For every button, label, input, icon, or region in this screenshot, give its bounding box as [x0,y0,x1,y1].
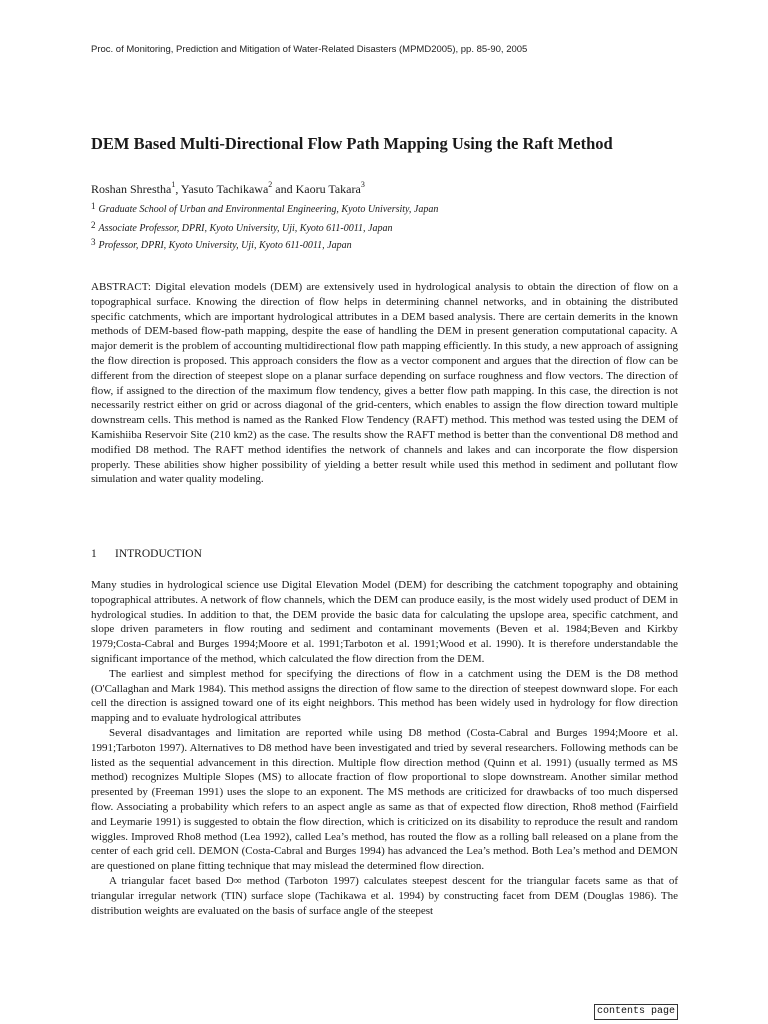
affiliation-number: 3 [91,237,96,247]
paper-title: DEM Based Multi-Directional Flow Path Mapping Using the Raft Method [91,134,613,153]
author-superscript: 1 [171,180,176,189]
author-superscript: 2 [268,180,273,189]
affiliation-text: Professor, DPRI, Kyoto University, Uji, Kyoto 611-0011, Japan [98,240,352,251]
affiliation [91,201,438,215]
author-list [91,180,365,197]
contents-page-button[interactable]: contents page [594,1004,678,1020]
author-separator: , [175,182,181,196]
affiliation-number: 1 [91,201,96,211]
section-number: 1 [91,548,97,560]
author-name: Yasuto Tachikawa [180,182,269,196]
affiliation-text: Graduate School of Urban and Environmental Engineering, Kyoto University, Japan [98,204,439,215]
affiliation [91,220,392,234]
paragraph: A triangular facet based D∞ method (Tarboton 1997) calculates steepest descent for the triangular facets same as that of triangular irregular network (TIN) surface slope (Tachikawa et al. 1994) by constructing facet from DEM (Douglas 1986). The distribution weights are evaluated on the basis of surface angle of the steepest [91,874,678,917]
introduction-body [91,578,678,918]
paragraph: Several disadvantages and limitation are reported while using D8 method (Costa-Cabral and Burges 1994;Moore et al. 1991;Tarboton 1997). Alternatives to D8 method have been investigated and tried by several researchers. Following methods can be listed as the sequential advancement in this direction. Multiple flow direction method (Quinn et al. 1991) (usually termed as MS method) recognizes Multiple Slopes (MS) to allocate fraction of flow proportional to slope downstream. Another similar method presented by (Freeman 1991) uses the slope to an exponent. The MS methods are criticized for drawbacks of too much dispersed flow. Associating a probability which refers to an aspect angle as same as that of expected flow direction, Rho8 method (Fairfield and Leymarie 1991) is suggested to obtain the flow direction, which is criticized on its disability to reproduce the result and random wiggles. Improved Rho8 method (Lea 1992), called Lea’s method, has routed the flow as a rolling ball released on a plane from the center of each grid cell. DEMON (Costa-Cabral and Burges 1994) has advanced the Lea’s method. Both Lea’s method and DEMON are questioned on plane fitting technique that may mislead the determined flow direction. [91,726,678,873]
affiliation-text: Associate Professor, DPRI, Kyoto University, Uji, Kyoto 611-0011, Japan [98,223,393,234]
affiliation [91,237,352,251]
section-title: INTRODUCTION [115,548,202,560]
author-name: Roshan Shrestha [91,182,172,196]
affiliation-number: 2 [91,220,96,230]
paragraph: The earliest and simplest method for specifying the directions of flow in a catchment using the DEM is the D8 method (O'Callaghan and Mark 1984). This method assigns the direction of flow same to the direction of steepest downward slope. For each cell the direction is assigned toward one of its eight neighbors. This method has been widely used in hydrology for flow direction mapping and to evaluate hydrological attributes [91,667,678,725]
author-name: Kaoru Takara [295,182,361,196]
proceedings-header: Proc. of Monitoring, Prediction and Mitigation of Water-Related Disasters (MPMD2005), pp. 85-90, 2005 [91,44,528,55]
author-separator: and [272,182,296,196]
section-heading [91,548,202,560]
author-superscript: 3 [360,180,365,189]
abstract: ABSTRACT: Digital elevation models (DEM) are extensively used in hydrological analysis to obtain the direction of flow on a topographical surface. Knowing the direction of flow helps in determining channel networks, and in obtaining the distributed specific catchments, which are important hydrological attributes in a DEM based analysis. There are certain demerits in the known methods of DEM-based flow-path mapping, despite the ease of handling the DEM in present generation computational capacity. A major demerit is the problem of accounting multidirectional flow path mapping efficiently. In this study, a new approach of assigning the flow direction is proposed. This approach considers the flow as a vector component and argues that the direction of flow can be different from the direction of steepest slope on a planar surface depending on surface roughness and flow vectors. The direction of flow, if assigned to the direction of the maximum flow tendency, gives a better flow path mapping. In this case, the direction is not necessarily restrict either on grid or across diagonal of the grid-centers, which enables to assign the flow direction toward multiple downstream cells. This method is named as the Ranked Flow Tendency (RAFT) method. This method was tested using the DEM of Kamishiiba Reservoir Site (210 km2) as the case. The results show the RAFT method is better than the conventional D8 method and modified D8 method. The RAFT method identifies the network of channels and lakes and can incorporate the flow dispersion properly. These abilities show higher possibility of yielding a better result while used this method in sediment and pollutant flow simulation and water quality modeling. [91,281,678,486]
paragraph: Many studies in hydrological science use Digital Elevation Model (DEM) for describing the catchment topography and obtaining topographical attributes. A network of flow channels, which the DEM can produce easily, is the most widely used product of DEM in hydrological studies. In addition to that, the DEM provide the basic data for calculating the upslope area, specific catchment, and slope driven parameters in flow routing and sediment and contaminant movements (Beven et al. 1984;Beven and Kirkby 1979;Costa-Cabral and Burges 1994;Moore et al. 1991;Tarboton et al. 1991;Wood et al. 1990). It is therefore understandable the significant importance of the method, which calculated the flow direction from the DEM. [91,579,678,665]
